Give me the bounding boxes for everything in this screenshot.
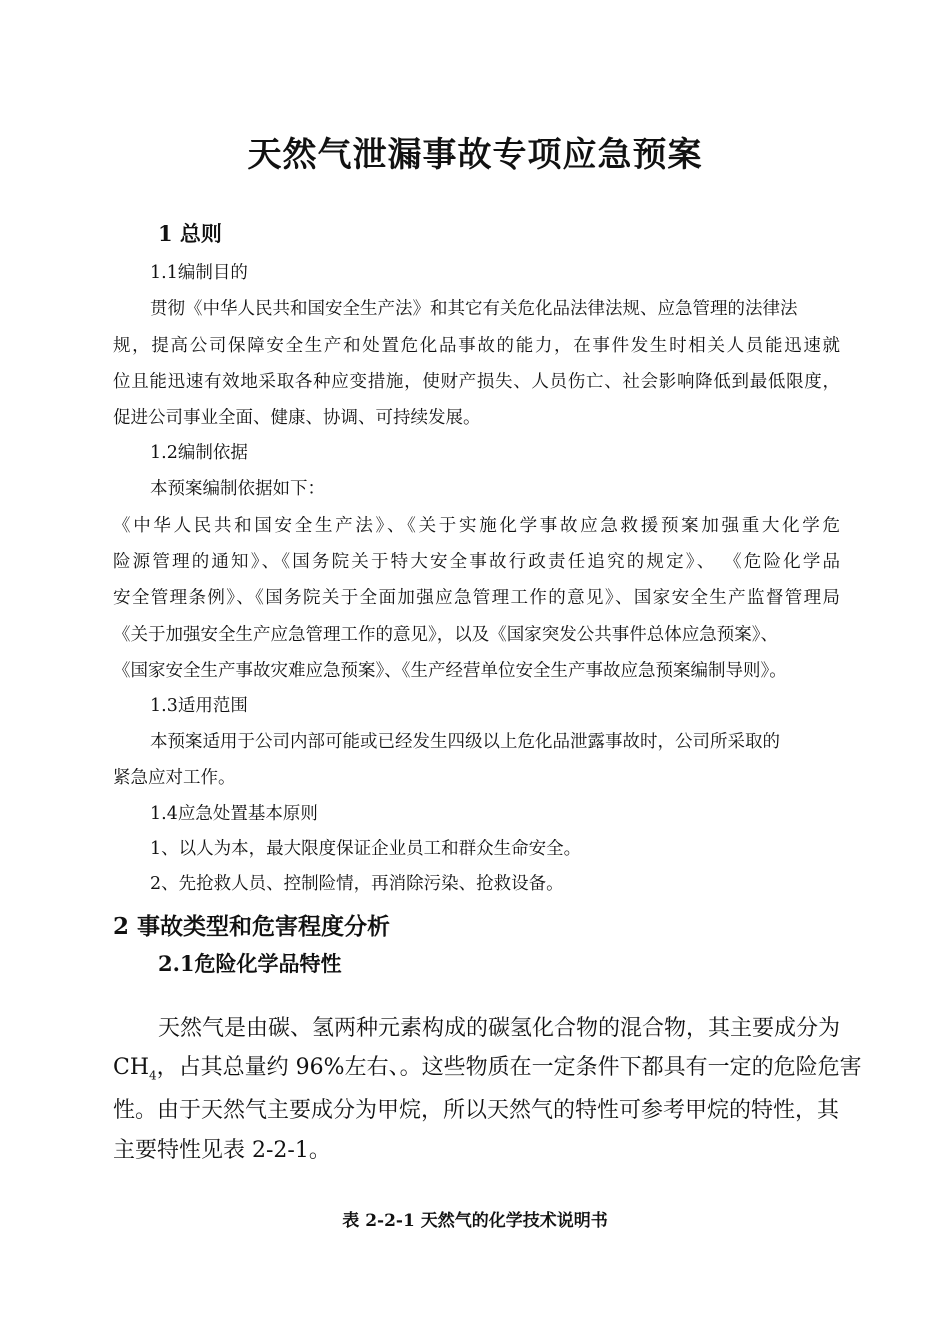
scope-line-1: 本预案适用于公司内部可能或已经发生四级以上危化品泄露事故时，公司所采取的 — [150, 732, 780, 752]
subsection-2-1-heading: 2.1危险化学品特性 — [158, 951, 342, 976]
property-line-4: 主要特性见表 2-2-1。 — [113, 1138, 331, 1163]
purpose-line-3: 位且能迅速有效地采取各种应变措施，使财产损失、人员伤亡、社会影响降低到最低限度， — [113, 372, 840, 392]
principle-item-2: 2、先抢救人员、控制险情，再消除污染、抢救设备。 — [150, 874, 564, 894]
basis-intro: 本预案编制依据如下： — [150, 479, 325, 499]
methane-formula: CH — [113, 1055, 150, 1080]
property-line-1: 天然气是由碳、氢两种元素构成的碳氢化合物的混合物，其主要成分为 — [158, 1016, 841, 1041]
section-1-heading: 1 总则 — [158, 221, 222, 246]
basis-line-4: 《关于加强安全生产应急管理工作的意见》，以及《国家突发公共事件总体应急预案》、 — [113, 625, 778, 645]
subsection-1-2-heading: 1.2编制依据 — [150, 443, 248, 463]
purpose-line-4: 促进公司事业全面、健康、协调、可持续发展。 — [113, 408, 481, 428]
subsection-1-1-heading: 1.1编制目的 — [150, 263, 248, 283]
property-line-2-text: ，占其总量约 96%左右、。这些物质在一定条件下都具有一定的危险危害 — [156, 1055, 862, 1080]
property-line-3: 性。由于天然气主要成分为甲烷，所以天然气的特性可参考甲烷的特性，其 — [113, 1098, 840, 1123]
basis-line-3: 安全管理条例》、《国务院关于全面加强应急管理工作的意见》、国家安全生产监督管理局 — [113, 588, 840, 608]
basis-line-5: 《国家安全生产事故灾难应急预案》、《生产经营单位安全生产事故应急预案编制导则》。 — [113, 661, 787, 681]
document-title: 天然气泄漏事故专项应急预案 — [247, 135, 703, 175]
subsection-1-3-heading: 1.3适用范围 — [150, 696, 248, 716]
table-caption: 表 2-2-1 天然气的化学技术说明书 — [342, 1211, 608, 1231]
methane-subscript: 4 — [149, 1068, 157, 1083]
principle-item-1: 1、以人为本，最大限度保证企业员工和群众生命安全。 — [150, 839, 582, 859]
property-line-2 — [113, 1050, 862, 1083]
purpose-line-2: 规，提高公司保障安全生产和处置危化品事故的能力，在事件发生时相关人员能迅速就 — [113, 336, 840, 356]
basis-line-1: 《中华人民共和国安全生产法》、《关于实施化学事故应急救援预案加强重大化学危 — [113, 516, 840, 536]
scope-line-2: 紧急应对工作。 — [113, 768, 236, 788]
purpose-line-1: 贯彻《中华人民共和国安全生产法》和其它有关危化品法律法规、应急管理的法律法 — [150, 299, 798, 319]
subsection-1-4-heading: 1.4应急处置基本原则 — [150, 804, 318, 824]
section-2-heading: 2 事故类型和危害程度分析 — [113, 913, 391, 940]
basis-line-2: 险源管理的通知》、《国务院关于特大安全事故行政责任追究的规定》、 《危险化学品 — [113, 552, 840, 572]
